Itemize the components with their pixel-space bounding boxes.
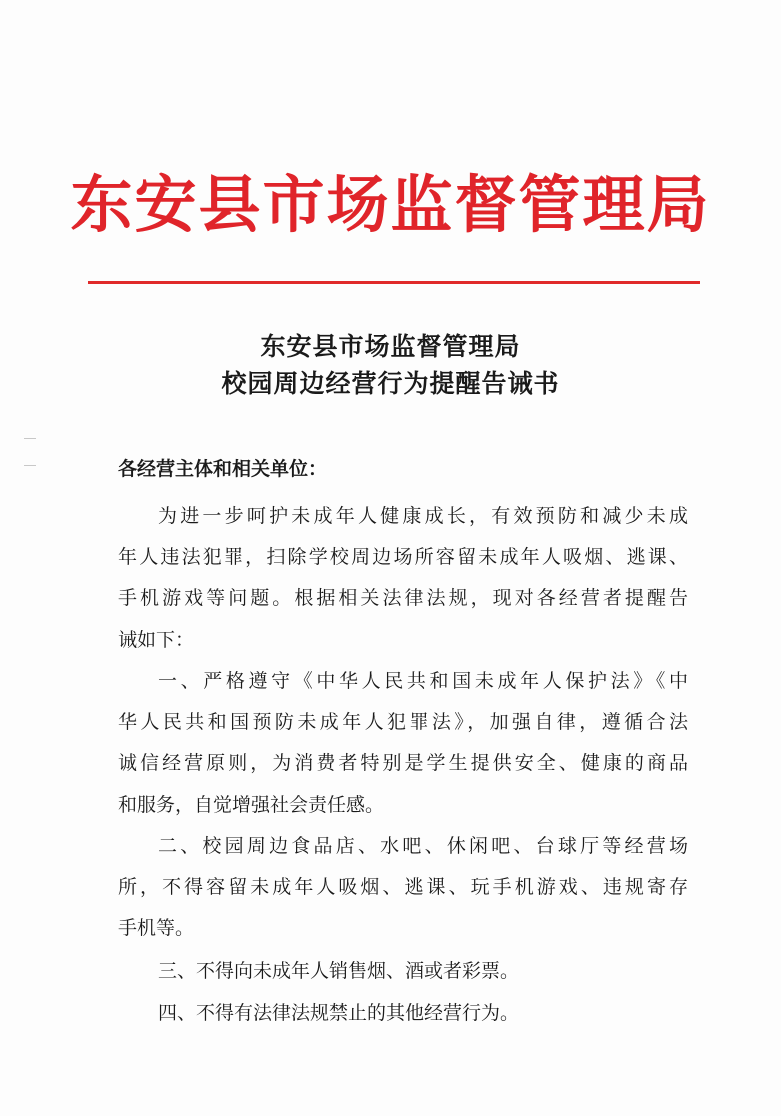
salutation: 各经营主体和相关单位： (118, 458, 328, 480)
paragraph-item-two (118, 826, 688, 950)
text-line: 二、校园周边食品店、水吧、休闲吧、台球厅等经营场 (158, 835, 688, 857)
text-line: 为进一步呵护未成年人健康成长，有效预防和减少未成 (158, 505, 688, 527)
text-line: 手机游戏等问题。根据相关法律法规，现对各经营者提醒告 (118, 587, 688, 610)
text-line: 诫如下： (118, 628, 195, 651)
document-title-line-2: 校园周边经营行为提醒告诫书 (221, 369, 560, 398)
paragraph-item-three (118, 951, 688, 992)
text-line: 年人违法犯罪，扫除学校周边场所容留未成年人吸烟、逃课、 (118, 546, 688, 569)
text-line: 所，不得容留未成年人吸烟、逃课、玩手机游戏、违规寄存 (118, 876, 688, 899)
paragraph-intro (118, 496, 688, 661)
scan-mark (24, 438, 36, 439)
text-line: 一、严格遵守《中华人民共和国未成年人保护法》《中 (158, 670, 688, 692)
text-line: 华人民共和国预防未成年人犯罪法》，加强自律，遵循合法 (118, 711, 688, 734)
letterhead-title: 东安县市场监督管理局 (70, 168, 711, 241)
text-line: 诚信经营原则，为消费者特别是学生提供安全、健康的商品 (118, 752, 688, 775)
text-line: 和服务，自觉增强社会责任感。 (118, 793, 385, 816)
text-line: 四、不得有法律法规禁止的其他经营行为。 (158, 1002, 520, 1024)
document-title-line-1: 东安县市场监督管理局 (260, 332, 521, 361)
letterhead-red-rule (88, 281, 700, 284)
text-line: 手机等。 (118, 917, 195, 940)
scan-mark (24, 465, 36, 466)
text-line: 三、不得向未成年人销售烟、酒或者彩票。 (158, 960, 520, 982)
paragraph-item-four (118, 993, 688, 1034)
paragraph-item-one (118, 661, 688, 826)
